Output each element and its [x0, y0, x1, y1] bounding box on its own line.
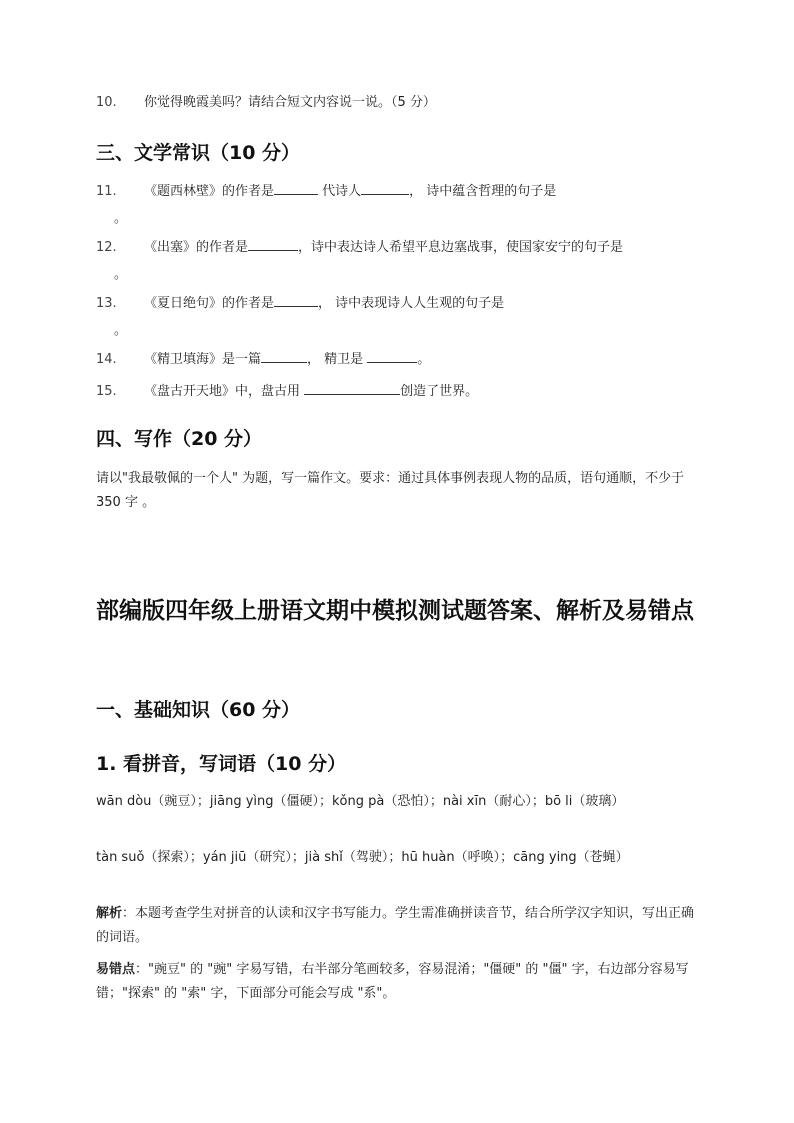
- pinyin-answers-1: wān dòu（豌豆）；jiāng yìng（僵硬）；kǒng pà（恐怕）；nài xīn（耐心）；bō li（玻璃）: [96, 794, 625, 809]
- question-text: 《出塞》的作者是: [144, 240, 249, 255]
- errors-paragraph: [96, 958, 706, 1006]
- section-1-heading: 一、基础知识（60 分）: [96, 699, 301, 721]
- subsection-1-heading: 1. 看拼音，写词语（10 分）: [96, 753, 347, 775]
- writing-prompt: 请以"我最敬佩的一个人" 为题，写一篇作文。要求：通过具体事例表现人物的品质，语句通顺，不少于 350 字 。: [96, 471, 685, 510]
- answer-key-title: 部编版四年级上册语文期中模拟测试题答案、解析及易错点: [96, 598, 694, 624]
- question-number: 14.: [96, 352, 117, 367]
- section-4-heading: 四、写作（20 分）: [96, 428, 263, 450]
- analysis-text: ：本题考查学生对拼音的认读和汉字书写能力。学生需准确拼读音节，结合所学汉字知识，写出正确的词语。: [96, 906, 695, 945]
- section-3-heading: 三、文学常识（10 分）: [96, 142, 301, 164]
- answer-blank: [274, 182, 318, 195]
- question-text: 《盘古开天地》中，盘古用: [144, 384, 305, 399]
- question-text: ， 精卫是: [307, 352, 368, 367]
- errors-label: 易错点: [96, 962, 136, 977]
- question-14: [96, 350, 430, 369]
- question-text: 代诗人: [318, 184, 362, 199]
- question-text: ， 诗中蕴含哲理的句子是: [409, 184, 557, 199]
- answer-blank: [361, 182, 409, 195]
- answer-blank: [261, 350, 307, 363]
- analysis-label: 解析: [96, 906, 123, 921]
- question-text: 《精卫填海》是一篇: [144, 352, 262, 367]
- question-number: 13.: [96, 296, 117, 311]
- question-text: 《夏日绝句》的作者是: [144, 296, 275, 311]
- question-15: [96, 382, 478, 401]
- question-number: 12.: [96, 240, 117, 255]
- question-number: 10.: [96, 95, 117, 110]
- answer-blank: [248, 238, 298, 251]
- question-11: [96, 182, 556, 201]
- question-text: 《题西林壁》的作者是: [144, 184, 275, 199]
- answer-blank: [274, 294, 318, 307]
- question-text: ， 诗中表现诗人人生观的句子是: [318, 296, 505, 311]
- question-11-end: 。: [114, 211, 128, 226]
- question-text: 创造了世界。: [400, 384, 479, 399]
- analysis-paragraph: [96, 902, 706, 950]
- question-12: [96, 238, 623, 257]
- question-12-end: 。: [114, 267, 128, 282]
- question-13-end: 。: [114, 323, 128, 338]
- question-text: 。: [417, 352, 431, 367]
- question-10: [96, 94, 436, 112]
- question-number: 11.: [96, 184, 117, 199]
- pinyin-answers-2: tàn suǒ（探索）；yán jiū（研究）；jià shǐ（驾驶）；hū huàn（呼唤）；cāng ying（苍蝇）: [96, 850, 629, 865]
- errors-text: ："豌豆" 的 "豌" 字易写错，右半部分笔画较多，容易混淆；"僵硬" 的 "僵" 字，右边部分容易写错；"探索" 的 "索" 字，下面部分可能会写成 "系"。: [96, 962, 689, 1001]
- answer-blank: [367, 350, 417, 363]
- answer-blank: [304, 382, 400, 395]
- question-number: 15.: [96, 384, 117, 399]
- question-text: 你觉得晚霞美吗？请结合短文内容说一说。（5 分）: [144, 95, 436, 110]
- question-text: ，诗中表达诗人希望平息边塞战事，使国家安宁的句子是: [298, 240, 624, 255]
- question-13: [96, 294, 504, 313]
